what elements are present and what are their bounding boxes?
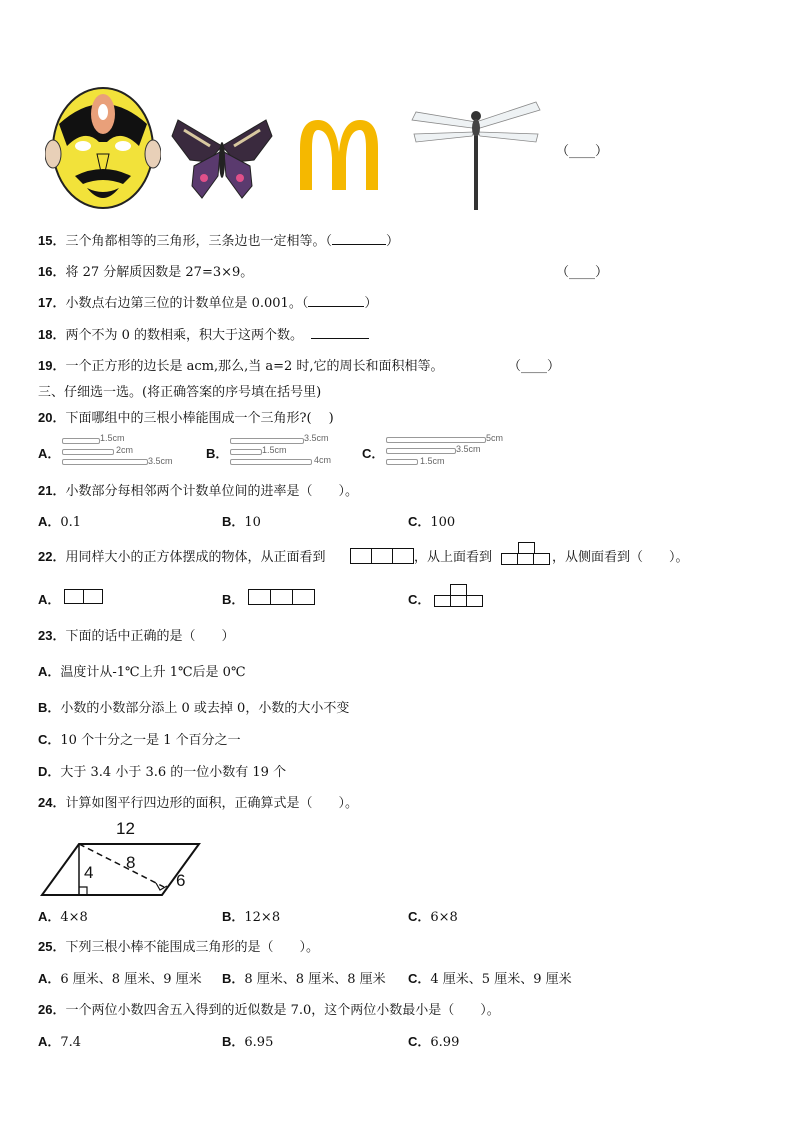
answer-blank[interactable] — [308, 294, 364, 307]
q22-option-b[interactable]: B． — [222, 592, 245, 607]
q25-option-a[interactable]: A．6 厘米、8 厘米、9 厘米 — [38, 971, 202, 987]
question-number: 20． — [38, 410, 66, 425]
question-text: 小数点右边第三位的计数单位是 0.001。（ — [65, 296, 309, 311]
figure-label-6: 6 — [176, 871, 186, 890]
question-20 — [38, 407, 334, 426]
side-view-square — [64, 589, 84, 604]
question-19 — [38, 355, 444, 374]
figure-label-8: 8 — [126, 853, 136, 872]
question-17: 17．小数点右边第三位的计数单位是 0.001。（ ） — [38, 295, 378, 311]
q20-option-c[interactable]: C． — [362, 446, 385, 461]
stick — [386, 459, 418, 465]
top-view-square — [533, 553, 550, 565]
question-number: 16． — [38, 264, 66, 279]
q20-option-a[interactable]: A． — [38, 446, 61, 461]
figure-label-12: 12 — [116, 819, 135, 838]
q23-option-b[interactable]: B．小数的小数部分添上 0 或去掉 0，小数的大小不变 — [38, 700, 350, 716]
q25-option-c[interactable]: C．4 厘米、5 厘米、9 厘米 — [408, 971, 572, 987]
question-number: 21． — [38, 483, 66, 498]
question-24 — [38, 792, 358, 811]
question-number: 24． — [38, 795, 66, 810]
question-text: 计算如图平行四边形的面积，正确算式是（ ）。 — [65, 796, 358, 811]
section-3-title: 三、仔细选一选。(将正确答案的序号填在括号里) — [38, 385, 322, 400]
parallelogram-figure — [38, 816, 208, 900]
question-number: 15． — [38, 233, 66, 248]
stick-label: 3.5cm — [148, 456, 173, 466]
question-text: 三个角都相等的三角形，三条边也一定相等。（ — [65, 234, 332, 249]
question-text: 下面哪组中的三根小棒能围成一个三角形?( ) — [65, 411, 334, 426]
q22-option-c[interactable]: C． — [408, 592, 431, 607]
front-view-square — [392, 548, 414, 564]
stick-label: 3.5cm — [304, 433, 329, 443]
side-view-square — [248, 589, 271, 605]
q24-option-b[interactable]: B．12×8 — [222, 909, 281, 925]
q21-option-b[interactable]: B．10 — [222, 514, 261, 530]
q26-option-b[interactable]: B．6.95 — [222, 1034, 274, 1050]
question-26 — [38, 999, 500, 1018]
front-view-square — [350, 548, 372, 564]
question-text: 下列三根小棒不能围成三角形的是（ ）。 — [65, 940, 319, 955]
q20-option-b[interactable]: B． — [206, 446, 229, 461]
stick — [230, 438, 304, 444]
question-text: 一个两位小数四舍五入得到的近似数是 7.0，这个两位小数最小是（ ）。 — [65, 1003, 500, 1018]
q21-option-c[interactable]: C．100 — [408, 514, 456, 530]
q14-answer-blank[interactable]: （____） — [556, 144, 609, 159]
question-text: 下面的话中正确的是（ ） — [65, 629, 235, 644]
question-text: 两个不为 0 的数相乘，积大于这两个数。 — [65, 328, 304, 343]
stick — [230, 459, 312, 465]
question-text: 一个正方形的边长是 acm,那么,当 a=2 时,它的周长和面积相等。 — [65, 359, 444, 374]
side-view-square — [466, 595, 483, 607]
side-view-square — [270, 589, 293, 605]
question-21 — [38, 480, 358, 499]
question-text: 将 27 分解质因数是 27=3×9。 — [65, 265, 254, 280]
stick — [62, 438, 100, 444]
question-number: 26． — [38, 1002, 66, 1017]
stick-label: 2cm — [116, 445, 134, 455]
q24-option-a[interactable]: A．4×8 — [38, 909, 88, 925]
front-view-square — [371, 548, 393, 564]
stick-label: 3.5cm — [456, 444, 481, 454]
q19-answer-blank[interactable]: （____） — [508, 359, 561, 374]
stick-label: 4cm — [314, 455, 332, 465]
stick — [386, 448, 456, 454]
stick-label: 1.5cm — [100, 433, 125, 443]
q21-option-a[interactable]: A．0.1 — [38, 514, 82, 530]
q16-answer-blank[interactable]: （____） — [556, 265, 609, 280]
stick — [62, 449, 114, 455]
question-number: 19． — [38, 358, 66, 373]
question-number: 25． — [38, 939, 66, 954]
side-view-square — [83, 589, 103, 604]
stick-label: 1.5cm — [262, 445, 287, 455]
answer-blank[interactable] — [332, 232, 386, 245]
question-16 — [38, 261, 253, 280]
question-25 — [38, 936, 319, 955]
side-view-square — [292, 589, 315, 605]
mcdonalds-logo-image — [296, 118, 382, 192]
question-number: 18． — [38, 327, 66, 342]
dragonfly-image — [410, 100, 542, 212]
stick — [386, 437, 486, 443]
opera-mask-image — [45, 84, 161, 210]
question-text: 小数部分每相邻两个计数单位间的进率是（ ）。 — [65, 484, 358, 499]
side-view-square — [434, 595, 451, 607]
stick — [62, 459, 148, 465]
question-15: 15．三个角都相等的三角形，三条边也一定相等。（ ） — [38, 233, 399, 249]
question-22: 22．用同样大小的正方体摆成的物体，从正面看到 — [38, 549, 326, 565]
stick — [230, 449, 262, 455]
question-number: 17． — [38, 295, 66, 310]
stick-label: 5cm — [486, 433, 504, 443]
side-view-square — [450, 595, 467, 607]
figure-label-4: 4 — [84, 863, 94, 882]
question-number: 22． — [38, 549, 66, 564]
q24-option-c[interactable]: C．6×8 — [408, 909, 458, 925]
q23-option-a[interactable]: A．温度计从-1℃上升 1℃后是 0℃ — [38, 664, 246, 680]
question-23 — [38, 625, 234, 644]
butterfly-image — [170, 116, 274, 200]
stick-label: 1.5cm — [420, 456, 445, 466]
q26-option-c[interactable]: C．6.99 — [408, 1034, 460, 1050]
q23-option-d[interactable]: D．大于 3.4 小于 3.6 的一位小数有 19 个 — [38, 764, 287, 780]
q26-option-a[interactable]: A．7.4 — [38, 1034, 82, 1050]
question-number: 23． — [38, 628, 66, 643]
q22-option-a[interactable]: A． — [38, 592, 61, 607]
top-view-square — [501, 553, 518, 565]
question-18 — [38, 324, 369, 343]
q23-option-c[interactable]: C．10 个十分之一是 1 个百分之一 — [38, 732, 241, 748]
top-view-square — [517, 553, 534, 565]
q25-option-b[interactable]: B．8 厘米、8 厘米、8 厘米 — [222, 971, 386, 987]
answer-blank[interactable] — [311, 326, 369, 339]
